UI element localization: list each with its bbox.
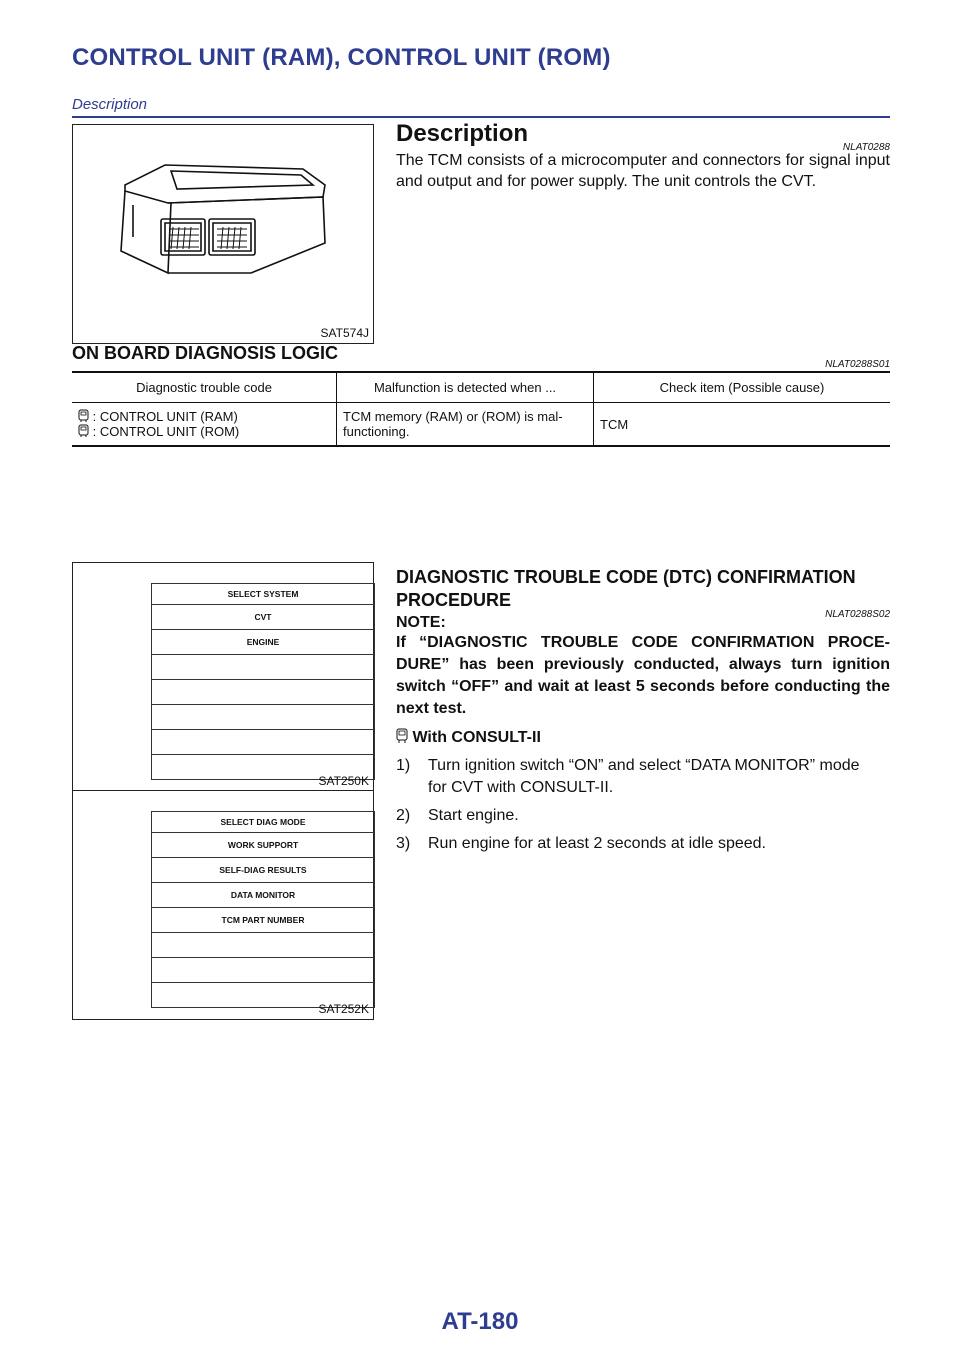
check-item-cell: TCM	[594, 403, 891, 447]
screen-item-self-diag-results[interactable]: SELF-DIAG RESULTS	[152, 858, 374, 883]
diagnosis-logic-code: NLAT0288S01	[825, 359, 890, 370]
column-header: Diagnostic trouble code	[72, 372, 337, 403]
screen-item-empty	[152, 680, 374, 705]
dtc-procedure-section	[396, 566, 890, 855]
heading-line: DIAGNOSTIC TROUBLE CODE (DTC) CONFIRMATION	[396, 567, 856, 587]
step-text: Run engine for at least 2 seconds at idle speed.	[428, 835, 766, 852]
screen-item-empty	[152, 655, 374, 680]
tcm-unit-figure	[72, 124, 374, 344]
step-text: Turn ignition switch “ON” and select “DATA MONITOR” mode	[428, 757, 860, 774]
select-diag-mode-screen	[151, 811, 375, 1008]
consult-icon	[78, 409, 89, 423]
with-consult-text: With CONSULT-II	[412, 729, 541, 746]
note-text: If “DIAGNOSTIC TROUBLE CODE CONFIRMATION PROCE-DURE” has been previously conducted, always turn ignition switch “OFF” and wait at least 5 seconds before conducting the next test.	[396, 634, 890, 717]
step-1	[396, 755, 890, 799]
screen-item-empty	[152, 705, 374, 730]
figure-caption: SAT250K	[318, 774, 369, 788]
dtc-procedure-heading	[396, 566, 890, 620]
select-diag-mode-figure	[72, 790, 374, 1020]
description-code: NLAT0288	[842, 142, 890, 153]
consult-icon	[78, 424, 89, 438]
screen-item-data-monitor[interactable]: DATA MONITOR	[152, 883, 374, 908]
malfunction-cell	[337, 403, 594, 447]
diagnosis-logic-table	[72, 371, 890, 447]
tcm-unit-illustration	[73, 125, 373, 343]
screen-item-cvt[interactable]: CVT	[152, 605, 374, 630]
screen-item-empty	[152, 933, 374, 958]
column-header: Check item (Possible cause)	[594, 372, 891, 403]
step-text: for CVT with CONSULT-II.	[428, 779, 614, 796]
malfunction-line: functioning.	[343, 424, 410, 439]
note-label: NOTE:	[396, 614, 446, 631]
with-consult-line	[396, 728, 890, 747]
select-system-screen	[151, 583, 375, 780]
description-section	[396, 120, 890, 192]
diagnosis-logic-heading: ON BOARD DIAGNOSIS LOGIC	[72, 343, 339, 363]
step-number: 3)	[396, 835, 411, 852]
column-header: Malfunction is detected when ...	[337, 372, 594, 403]
step-2	[396, 805, 890, 827]
screen-item-engine[interactable]: ENGINE	[152, 630, 374, 655]
screen-item-empty	[152, 958, 374, 983]
description-heading: Description	[396, 120, 529, 147]
screen-item-tcm-part-number[interactable]: TCM PART NUMBER	[152, 908, 374, 933]
screen-item-work-support[interactable]: WORK SUPPORT	[152, 833, 374, 858]
dtc-ram: : CONTROL UNIT (RAM)	[92, 409, 238, 424]
heading-line: PROCEDURE	[396, 590, 512, 610]
select-system-figure	[72, 562, 374, 792]
screen-header: SELECT DIAG MODE	[152, 812, 374, 833]
page-header-title: CONTROL UNIT (RAM), CONTROL UNIT (ROM)	[72, 44, 611, 71]
step-text: Start engine.	[428, 807, 519, 824]
page-header-subtitle: Description	[72, 96, 148, 113]
screen-header: SELECT SYSTEM	[152, 584, 374, 605]
table-header-row	[72, 372, 890, 403]
step-number: 1)	[396, 757, 411, 774]
dtc-cell	[72, 403, 337, 447]
header-rule	[72, 116, 890, 118]
diagnosis-logic-section	[72, 343, 890, 447]
description-text: The TCM consists of a microcomputer and connectors for signal input and output and for power supply. The unit controls the CVT.	[396, 152, 890, 190]
dtc-rom: : CONTROL UNIT (ROM)	[92, 424, 240, 439]
table-row	[72, 403, 890, 447]
step-number: 2)	[396, 807, 411, 824]
figure-caption: SAT574J	[320, 326, 369, 340]
step-3	[396, 833, 890, 855]
screen-item-empty	[152, 730, 374, 755]
page-number: AT-180	[441, 1308, 519, 1335]
dtc-procedure-code: NLAT0288S02	[825, 609, 890, 620]
consult-icon	[396, 728, 408, 744]
figure-caption: SAT252K	[318, 1002, 369, 1016]
malfunction-line: TCM memory (RAM) or (ROM) is mal-	[343, 409, 563, 424]
